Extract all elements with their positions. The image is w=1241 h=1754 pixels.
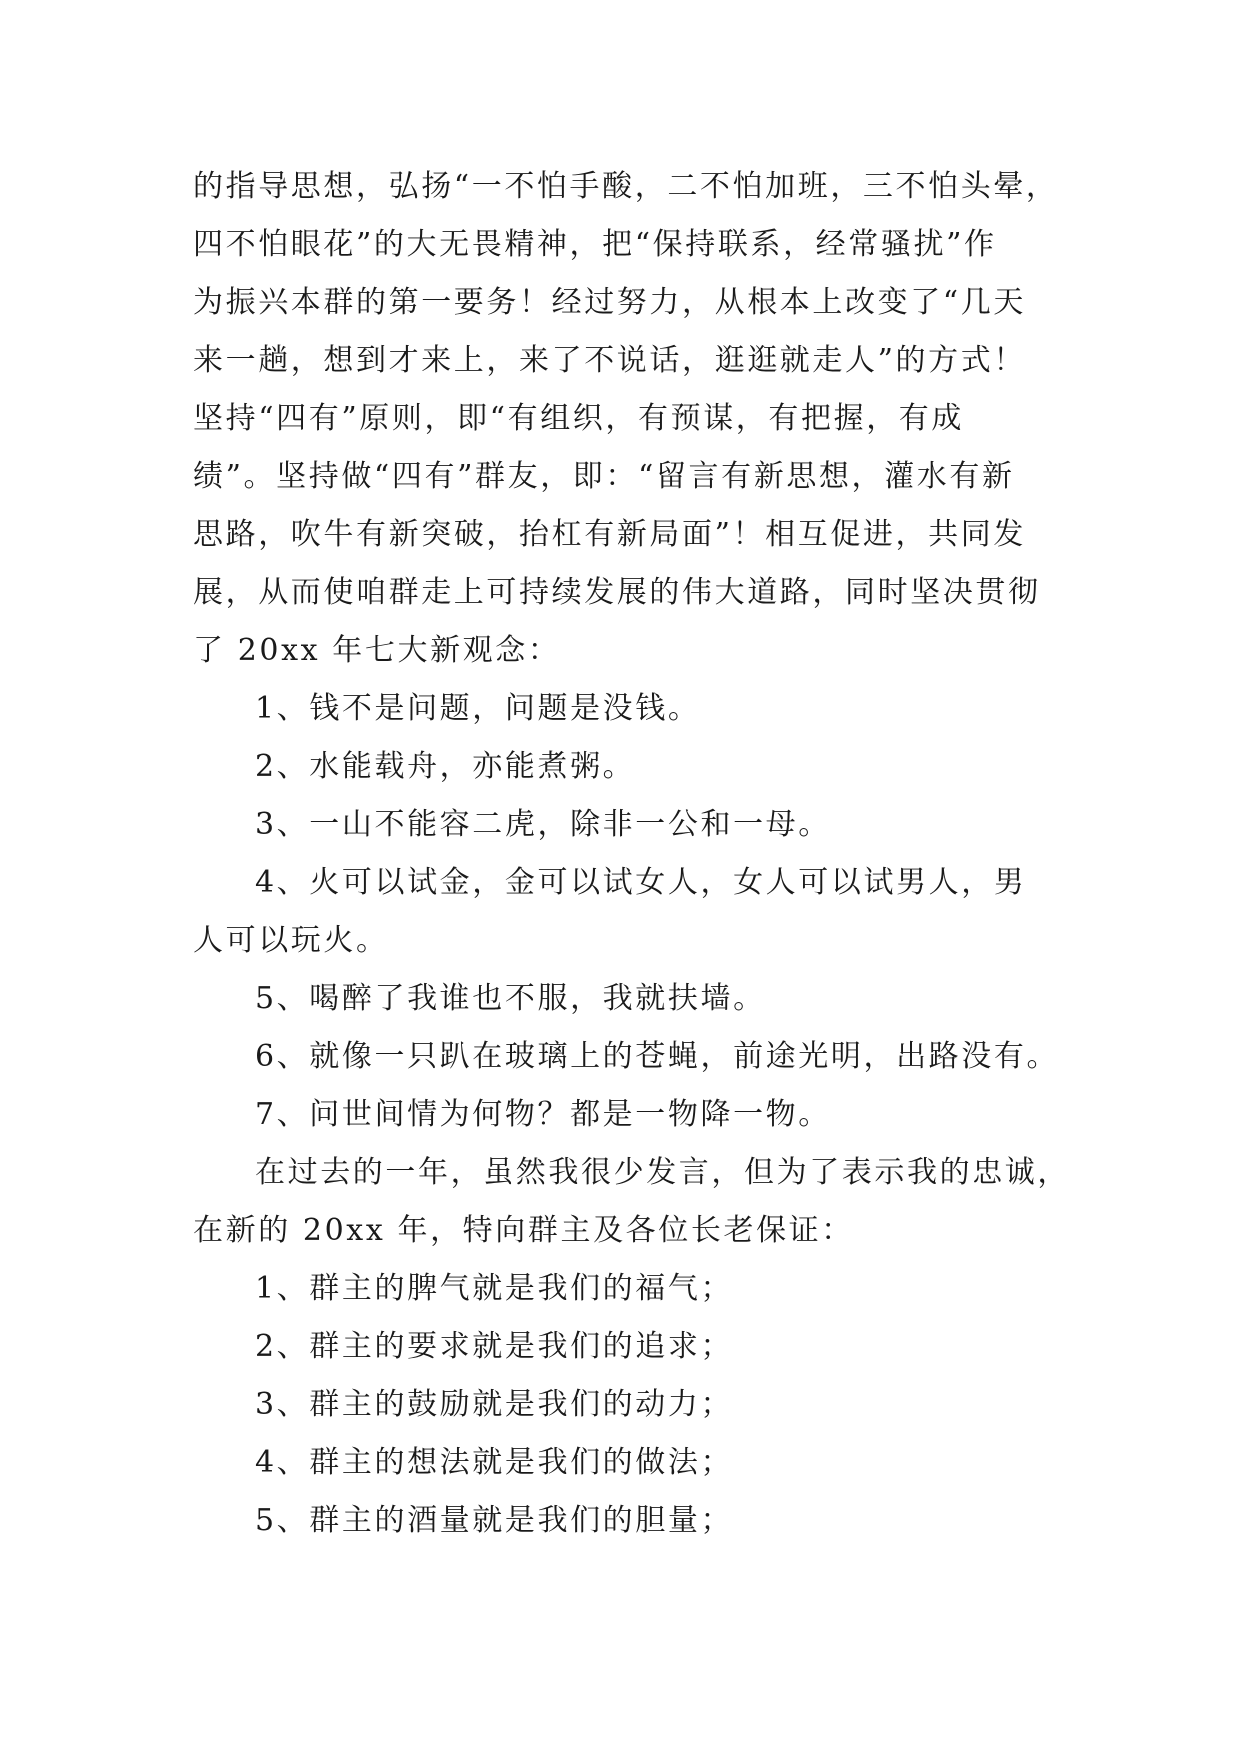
list-item: 4、群主的想法就是我们的做法； bbox=[255, 1445, 734, 1480]
text-line: 坚持“四有”原则，即“有组织，有预谋，有把握，有成 bbox=[193, 401, 965, 436]
list-item: 2、群主的要求就是我们的追求； bbox=[255, 1329, 734, 1364]
list-item: 1、群主的脾气就是我们的福气； bbox=[255, 1271, 734, 1306]
list-item: 3、一山不能容二虎，除非一公和一母。 bbox=[255, 807, 831, 842]
list-item: 5、喝醉了我谁也不服，我就扶墙。 bbox=[255, 981, 766, 1016]
text-line: 为振兴本群的第一要务！经过努力，从根本上改变了“几天 bbox=[193, 285, 1026, 320]
list-item: 1、钱不是问题，问题是没钱。 bbox=[255, 691, 701, 726]
list-item: 2、水能载舟，亦能煮粥。 bbox=[255, 749, 636, 784]
text-line: 人可以玩火。 bbox=[193, 923, 389, 958]
text-line: 展，从而使咱群走上可持续发展的伟大道路，同时坚决贯彻 bbox=[193, 575, 1041, 610]
list-item: 4、火可以试金，金可以试女人，女人可以试男人，男 bbox=[255, 865, 1027, 900]
text-line: 了 20xx 年七大新观念： bbox=[193, 633, 561, 668]
document-body bbox=[193, 158, 1073, 1550]
text-line: 绩”。坚持做“四有”群友，即：“留言有新思想，灌水有新 bbox=[193, 459, 1015, 494]
list-item: 3、群主的鼓励就是我们的动力； bbox=[255, 1387, 734, 1422]
paragraph-start: 在过去的一年，虽然我很少发言，但为了表示我的忠诚， bbox=[255, 1155, 1070, 1190]
text-line: 四不怕眼花”的大无畏精神，把“保持联系，经常骚扰”作 bbox=[193, 227, 997, 262]
list-item: 5、群主的酒量就是我们的胆量； bbox=[255, 1503, 734, 1538]
list-item: 7、问世间情为何物？都是一物降一物。 bbox=[255, 1097, 831, 1132]
text-line: 思路，吹牛有新突破，抬杠有新局面”！相互促进，共同发 bbox=[193, 517, 1026, 552]
text-line: 的指导思想，弘扬“一不怕手酸，二不怕加班，三不怕头晕， bbox=[193, 169, 1059, 204]
list-item: 6、就像一只趴在玻璃上的苍蝇，前途光明，出路没有。 bbox=[255, 1039, 1060, 1074]
text-line: 来一趟，想到才来上，来了不说话，逛逛就走人”的方式！ bbox=[193, 343, 1026, 378]
text-line: 在新的 20xx 年，特向群主及各位长老保证： bbox=[193, 1213, 854, 1248]
